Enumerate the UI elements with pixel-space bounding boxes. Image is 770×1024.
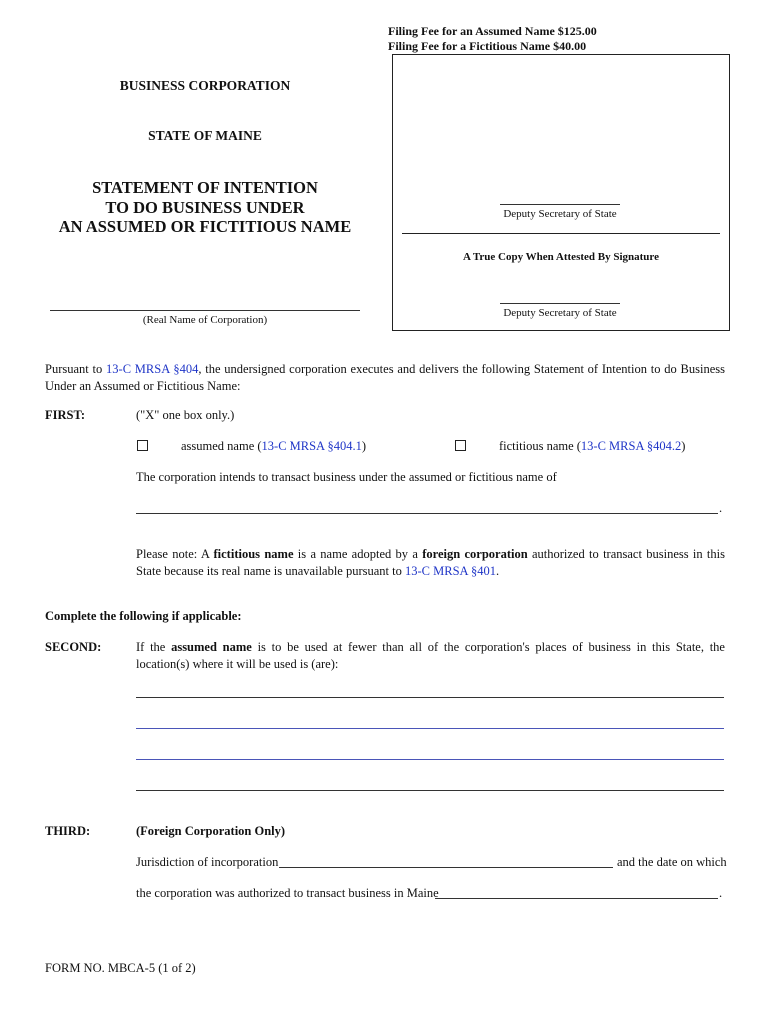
deputy-signature-line-1 [500,204,620,205]
real-name-field[interactable] [50,310,360,311]
filing-fee-fictitious: Filing Fee for a Fictitious Name $40.00 [388,39,587,53]
second-label: SECOND: [45,640,102,654]
assumed-name-option [181,438,366,455]
note-mid-2: authorized to transact business in this State because its real name is unavailable pursuant to [136,547,725,578]
state-heading: STATE OF MAINE [148,128,262,143]
form-title [40,178,370,237]
second-prefix: If the [136,640,172,654]
note-mid-1: is a name adopted by a [293,547,423,561]
assumed-name-label: assumed name ( [181,439,262,453]
second-bold-assumed-name: assumed name [171,640,252,654]
intends-text: The corporation intends to transact business under the assumed or fictitious name of [136,470,557,484]
authorized-label: the corporation was authorized to transact business in Maine [136,886,439,900]
real-name-caption: (Real Name of Corporation) [142,314,268,326]
authorized-period: . [719,886,723,900]
deputy-caption-2: Deputy Secretary of State [503,307,617,319]
filing-fee-assumed: Filing Fee for an Assumed Name $125.00 [388,24,597,38]
statute-link-404[interactable]: 13-C MRSA §404 [106,362,199,376]
note-prefix: Please note: A [136,547,214,561]
second-text [136,639,725,673]
title-line-1: STATEMENT OF INTENTION [92,178,318,197]
form-number: FORM NO. MBCA-5 (1 of 2) [45,961,196,975]
complete-heading: Complete the following if applicable: [45,609,242,623]
stamp-divider [402,233,720,234]
first-instruction: ("X" one box only.) [136,408,235,422]
title-line-2: TO DO BUSINESS UNDER [105,197,305,217]
business-corporation-heading: BUSINESS CORPORATION [119,78,291,93]
location-field-2[interactable] [136,728,724,729]
fictitious-name-option [499,438,685,455]
third-label: THIRD: [45,824,91,838]
jurisdiction-field[interactable] [279,867,613,868]
note-bold-fictitious: fictitious name [213,547,294,561]
assumed-name-close: ) [361,439,367,453]
intro-rest: , the undersigned corporation executes and delivers the following Statement of Intention to do Business Under an Assumed or Fictitious Name: [45,362,725,393]
filing-stamp-box [392,54,730,331]
intro-prefix: Pursuant to [45,362,107,376]
name-field-period: . [719,501,723,515]
authorized-date-field[interactable] [435,898,718,899]
second-rest: is to be used at fewer than all of the corporation's places of business in this State, the location(s) where it will be used is (are): [136,640,725,671]
fictitious-name-label: fictitious name ( [499,439,581,453]
note-end: . [496,564,500,578]
location-field-3[interactable] [136,759,724,760]
true-copy-label: A True Copy When Attested By Signature [463,251,659,263]
third-heading: (Foreign Corporation Only) [136,824,286,838]
fictitious-note [136,546,725,580]
fictitious-name-checkbox[interactable] [455,440,466,451]
statute-link-401[interactable]: 13-C MRSA §401 [405,564,497,578]
note-bold-foreign: foreign corporation [422,547,528,561]
deputy-signature-line-2 [500,303,620,304]
jurisdiction-label: Jurisdiction of incorporation [136,855,279,869]
deputy-caption-1: Deputy Secretary of State [503,208,617,220]
first-label: FIRST: [45,408,86,422]
fictitious-name-close: ) [681,439,686,453]
statute-link-404-1[interactable]: 13-C MRSA §404.1 [261,439,362,453]
location-field-1[interactable] [136,697,724,698]
and-date-label: and the date on which [617,855,727,869]
statute-link-404-2[interactable]: 13-C MRSA §404.2 [580,439,682,453]
title-line-3: AN ASSUMED OR FICTITIOUS NAME [58,217,352,236]
assumed-name-checkbox[interactable] [137,440,148,451]
location-field-4[interactable] [136,790,724,791]
intro-paragraph [45,361,725,395]
assumed-fictitious-name-field[interactable] [136,513,718,514]
